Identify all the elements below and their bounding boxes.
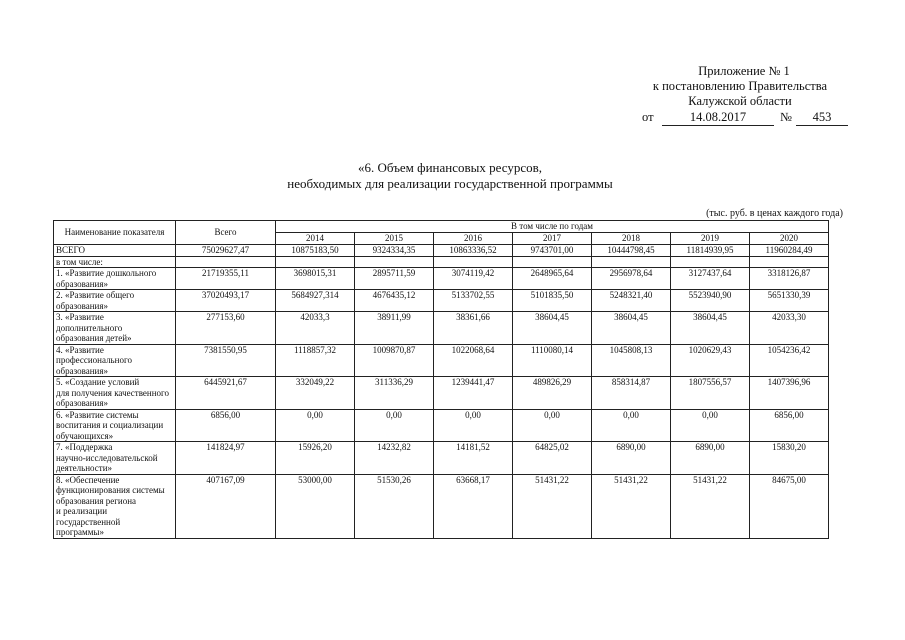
cell-value: 5651330,39 [750, 290, 829, 312]
appendix-label: Приложение № 1 [698, 64, 790, 78]
row-total: 37020493,17 [176, 290, 276, 312]
table-row [54, 268, 829, 290]
cell-value: 38604,45 [671, 312, 750, 345]
cell-value: 6890,00 [592, 442, 671, 475]
cell-value: 10444798,45 [592, 245, 671, 257]
cell-value: 3318126,87 [750, 268, 829, 290]
cell-value: 64825,02 [513, 442, 592, 475]
cell-value: 1110080,14 [513, 344, 592, 377]
row-total: 6856,00 [176, 409, 276, 442]
empty-cell [750, 256, 829, 268]
year-header: 2020 [750, 233, 829, 245]
cell-value: 1022068,64 [434, 344, 513, 377]
row-total: 277153,60 [176, 312, 276, 345]
cell-value: 51530,26 [355, 474, 434, 538]
cell-value: 1118857,32 [276, 344, 355, 377]
cell-value: 858314,87 [592, 377, 671, 410]
cell-value: 11960284,49 [750, 245, 829, 257]
year-header: 2019 [671, 233, 750, 245]
cell-value: 5523940,90 [671, 290, 750, 312]
cell-value: 1009870,87 [355, 344, 434, 377]
table-row [54, 344, 829, 377]
cell-value: 51431,22 [671, 474, 750, 538]
title-line-1: «6. Объем финансовых ресурсов, [358, 160, 542, 175]
subheader-label: в том числе: [54, 256, 176, 268]
table-row [54, 409, 829, 442]
empty-cell [355, 256, 434, 268]
year-header: 2018 [592, 233, 671, 245]
cell-value: 6890,00 [671, 442, 750, 475]
date-number-line [600, 110, 880, 126]
year-header: 2014 [276, 233, 355, 245]
cell-value: 84675,00 [750, 474, 829, 538]
cell-value: 1807556,57 [671, 377, 750, 410]
cell-value: 15830,20 [750, 442, 829, 475]
cell-value: 6856,00 [750, 409, 829, 442]
row-name: 5. «Создание условий для получения качественного образования» [54, 377, 176, 410]
cell-value: 1239441,47 [434, 377, 513, 410]
cell-value: 11814939,95 [671, 245, 750, 257]
cell-value: 38911,99 [355, 312, 434, 345]
table-row [54, 377, 829, 410]
cell-value: 38604,45 [592, 312, 671, 345]
number-prefix: № [780, 110, 792, 124]
units-note: (тыс. руб. в ценах каждого года) [706, 208, 843, 219]
column-header-total: Всего [176, 221, 276, 245]
row-name: 2. «Развитие общего образования» [54, 290, 176, 312]
cell-value: 2895711,59 [355, 268, 434, 290]
cell-value: 14181,52 [434, 442, 513, 475]
cell-value: 42033,3 [276, 312, 355, 345]
row-name: ВСЕГО [54, 245, 176, 257]
cell-value: 9324334,35 [355, 245, 434, 257]
cell-value: 5133702,55 [434, 290, 513, 312]
empty-cell [592, 256, 671, 268]
cell-value: 15926,20 [276, 442, 355, 475]
cell-value: 1045808,13 [592, 344, 671, 377]
cell-value: 0,00 [671, 409, 750, 442]
cell-value: 0,00 [592, 409, 671, 442]
cell-value: 51431,22 [592, 474, 671, 538]
cell-value: 53000,00 [276, 474, 355, 538]
row-total: 21719355,11 [176, 268, 276, 290]
row-total: 407167,09 [176, 474, 276, 538]
cell-value: 3698015,31 [276, 268, 355, 290]
cell-value: 0,00 [355, 409, 434, 442]
year-header: 2016 [434, 233, 513, 245]
empty-cell [671, 256, 750, 268]
cell-value: 1020629,43 [671, 344, 750, 377]
row-total: 6445921,67 [176, 377, 276, 410]
cell-value: 38361,66 [434, 312, 513, 345]
row-name: 7. «Поддержка научно-исследовательской деятельности» [54, 442, 176, 475]
cell-value: 38604,45 [513, 312, 592, 345]
table-row [54, 474, 829, 538]
table-row [54, 290, 829, 312]
empty-cell [513, 256, 592, 268]
year-header: 2015 [355, 233, 434, 245]
cell-value: 1054236,42 [750, 344, 829, 377]
row-name: 4. «Развитие профессионального образования» [54, 344, 176, 377]
cell-value: 0,00 [513, 409, 592, 442]
cell-value: 1407396,96 [750, 377, 829, 410]
cell-value: 4676435,12 [355, 290, 434, 312]
cell-value: 0,00 [276, 409, 355, 442]
empty-cell [176, 256, 276, 268]
cell-value: 3127437,64 [671, 268, 750, 290]
empty-cell [276, 256, 355, 268]
approval-header [600, 64, 880, 126]
cell-value: 332049,22 [276, 377, 355, 410]
resolution-date: 14.08.2017 [662, 110, 774, 126]
year-header: 2017 [513, 233, 592, 245]
row-name: 8. «Обеспечение функционирования системы образования региона и реализации государственной программы» [54, 474, 176, 538]
cell-value: 63668,17 [434, 474, 513, 538]
row-name: 6. «Развитие системы воспитания и социализации обучающихся» [54, 409, 176, 442]
cell-value: 5248321,40 [592, 290, 671, 312]
cell-value: 51431,22 [513, 474, 592, 538]
cell-value: 10863336,52 [434, 245, 513, 257]
cell-value: 311336,29 [355, 377, 434, 410]
title-line-2: необходимых для реализации государственной программы [287, 176, 613, 191]
table-row [54, 442, 829, 475]
row-total: 75029627,47 [176, 245, 276, 257]
cell-value: 489826,29 [513, 377, 592, 410]
empty-cell [434, 256, 513, 268]
document-title [200, 160, 700, 192]
subheader-row [54, 256, 829, 268]
cell-value: 5684927,314 [276, 290, 355, 312]
row-total: 7381550,95 [176, 344, 276, 377]
column-header-years-group: В том числе по годам [276, 221, 829, 233]
row-name: 3. «Развитие дополнительного образования детей» [54, 312, 176, 345]
cell-value: 9743701,00 [513, 245, 592, 257]
table-row [54, 312, 829, 345]
date-prefix: от [642, 110, 654, 124]
resolution-number: 453 [796, 110, 848, 126]
cell-value: 14232,82 [355, 442, 434, 475]
column-header-name: Наименование показателя [54, 221, 176, 245]
total-row [54, 245, 829, 257]
cell-value: 42033,30 [750, 312, 829, 345]
cell-value: 0,00 [434, 409, 513, 442]
cell-value: 2956978,64 [592, 268, 671, 290]
region-label: Калужской области [688, 94, 792, 108]
cell-value: 2648965,64 [513, 268, 592, 290]
cell-value: 3074119,42 [434, 268, 513, 290]
cell-value: 5101835,50 [513, 290, 592, 312]
resolution-label: к постановлению Правительства [652, 79, 828, 93]
cell-value: 10875183,50 [276, 245, 355, 257]
row-total: 141824,97 [176, 442, 276, 475]
financial-resources-table [53, 220, 829, 539]
row-name: 1. «Развитие дошкольного образования» [54, 268, 176, 290]
